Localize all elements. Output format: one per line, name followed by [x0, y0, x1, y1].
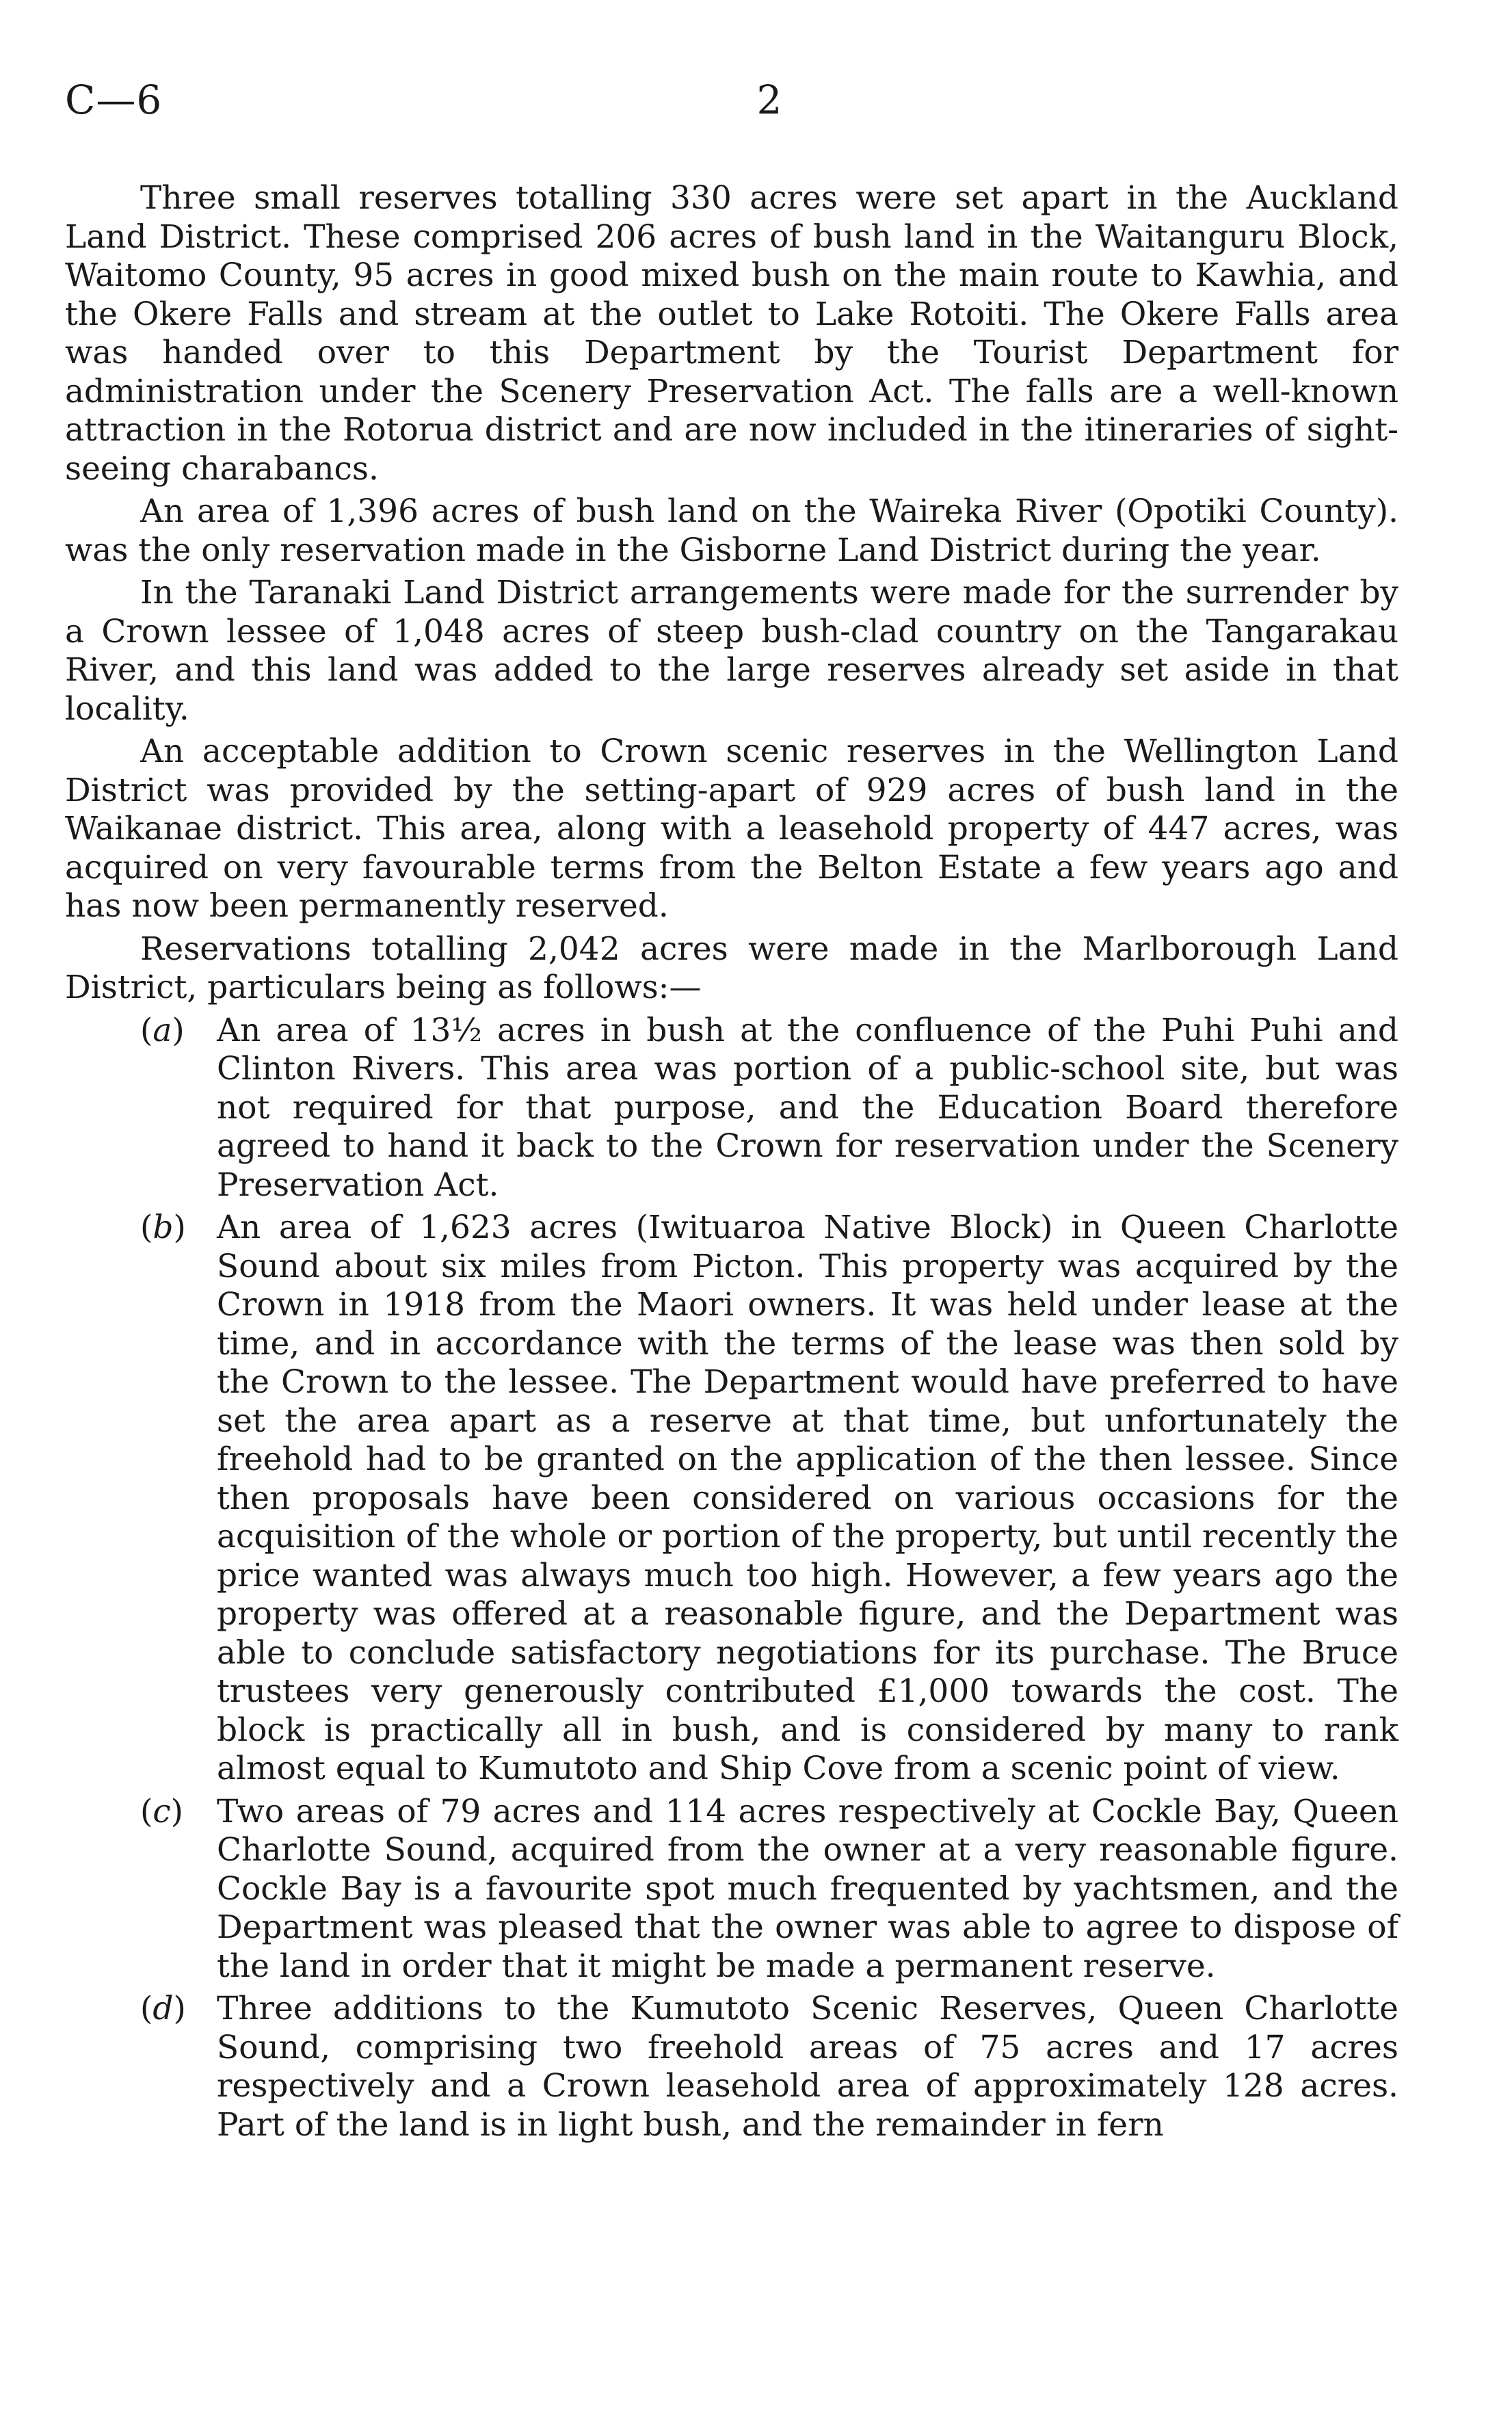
paragraph-gisborne: An area of 1,396 acres of bush land on the Waireka River (Opotiki County). was the only reservation made in the Gisborne Land District during the year.	[65, 492, 1398, 569]
page-number: 2	[756, 77, 782, 123]
body-text	[65, 179, 1398, 2148]
list-item-text: Three additions to the Kumutoto Scenic Reserves, Queen Charlotte Sound, comprising two freehold areas of 75 acres and 17 acres respectively and a Crown leasehold area of approximately 128 acres. Part of the land is in light bush, and the remainder in fern	[217, 1990, 1398, 2144]
list-item	[65, 1990, 1398, 2144]
paragraph-auckland: Three small reserves totalling 330 acres were set apart in the Auckland Land District. These comprised 206 acres of bush land in the Waitanguru Block, Waitomo County, 95 acres in good mixed bush on the main route to Kawhia, and the Okere Falls and stream at the outlet to Lake Rotoiti. The Okere Falls area was handed over to this Department by the Tourist Department for administration under the Scenery Preservation Act. The falls are a well-known attraction in the Rotorua district and are now included in the itineraries of sight-seeing charabancs.	[65, 179, 1398, 488]
list-item	[65, 1209, 1398, 1789]
list-item-text: Two areas of 79 acres and 114 acres respectively at Cockle Bay, Queen Charlotte Sound, acquired from the owner at a very reasonable figure. Cockle Bay is a favourite spot much frequented by yachtsmen, and the Department was pleased that the owner was able to agree to dispose of the land in order that it might be made a permanent reserve.	[217, 1792, 1398, 1985]
paragraph-wellington: An acceptable addition to Crown scenic reserves in the Wellington Land District was provided by the setting-apart of 929 acres of bush land in the Waikanae district. This area, along with a leasehold property of 447 acres, was acquired on very favourable terms from the Belton Estate a few years ago and has now been permanently reserved.	[65, 733, 1398, 925]
list-item-text: An area of 13½ acres in bush at the confluence of the Puhi Puhi and Clinton Rivers. This area was portion of a public-school site, but was not required for that purpose, and the Education Board therefore agreed to hand it back to the Crown for reservation under the Scenery Preservation Act.	[217, 1011, 1398, 1204]
paragraph-marlborough: Reservations totalling 2,042 acres were made in the Marlborough Land District, particulars being as follows:—	[65, 930, 1398, 1006]
document-reference: C—6	[65, 77, 163, 123]
paragraph-taranaki: In the Taranaki Land District arrangements were made for the surrender by a Crown lessee of 1,048 acres of steep bush-clad country on the Tangarakau River, and this land was added to the large reserves already set aside in that locality.	[65, 574, 1398, 728]
list-item-label: (d)	[140, 1990, 186, 2027]
list-item	[65, 1793, 1398, 1986]
list-item-text: An area of 1,623 acres (Iwituaroa Native Block) in Queen Charlotte Sound about six miles from Picton. This property was acquired by the Crown in 1918 from the Maori owners. It was held under lease at the time, and in accordance with the terms of the lease was then sold by the Crown to the lessee. The Department would have preferred to have set the area apart as a reserve at that time, but unfortunately the freehold had to be granted on the application of the then lessee. Since then proposals have been considered on various occasions for the acquisition of the whole or portion of the property, but until recently the price wanted was always much too high. However, a few years ago the property was offered at a reasonable figure, and the Department was able to conclude satisfactory negotiations for its purchase. The Bruce trustees very generously contributed £1,000 towards the cost. The block is practically all in bush, and is considered by many to rank almost equal to Kumutoto and Ship Cove from a scenic point of view.	[217, 1209, 1398, 1787]
page-header	[65, 77, 1433, 138]
list-item-label: (a)	[140, 1011, 185, 1049]
list-item	[65, 1012, 1398, 1205]
list-item-label: (c)	[140, 1792, 184, 1830]
list-item-label: (b)	[140, 1209, 186, 1246]
